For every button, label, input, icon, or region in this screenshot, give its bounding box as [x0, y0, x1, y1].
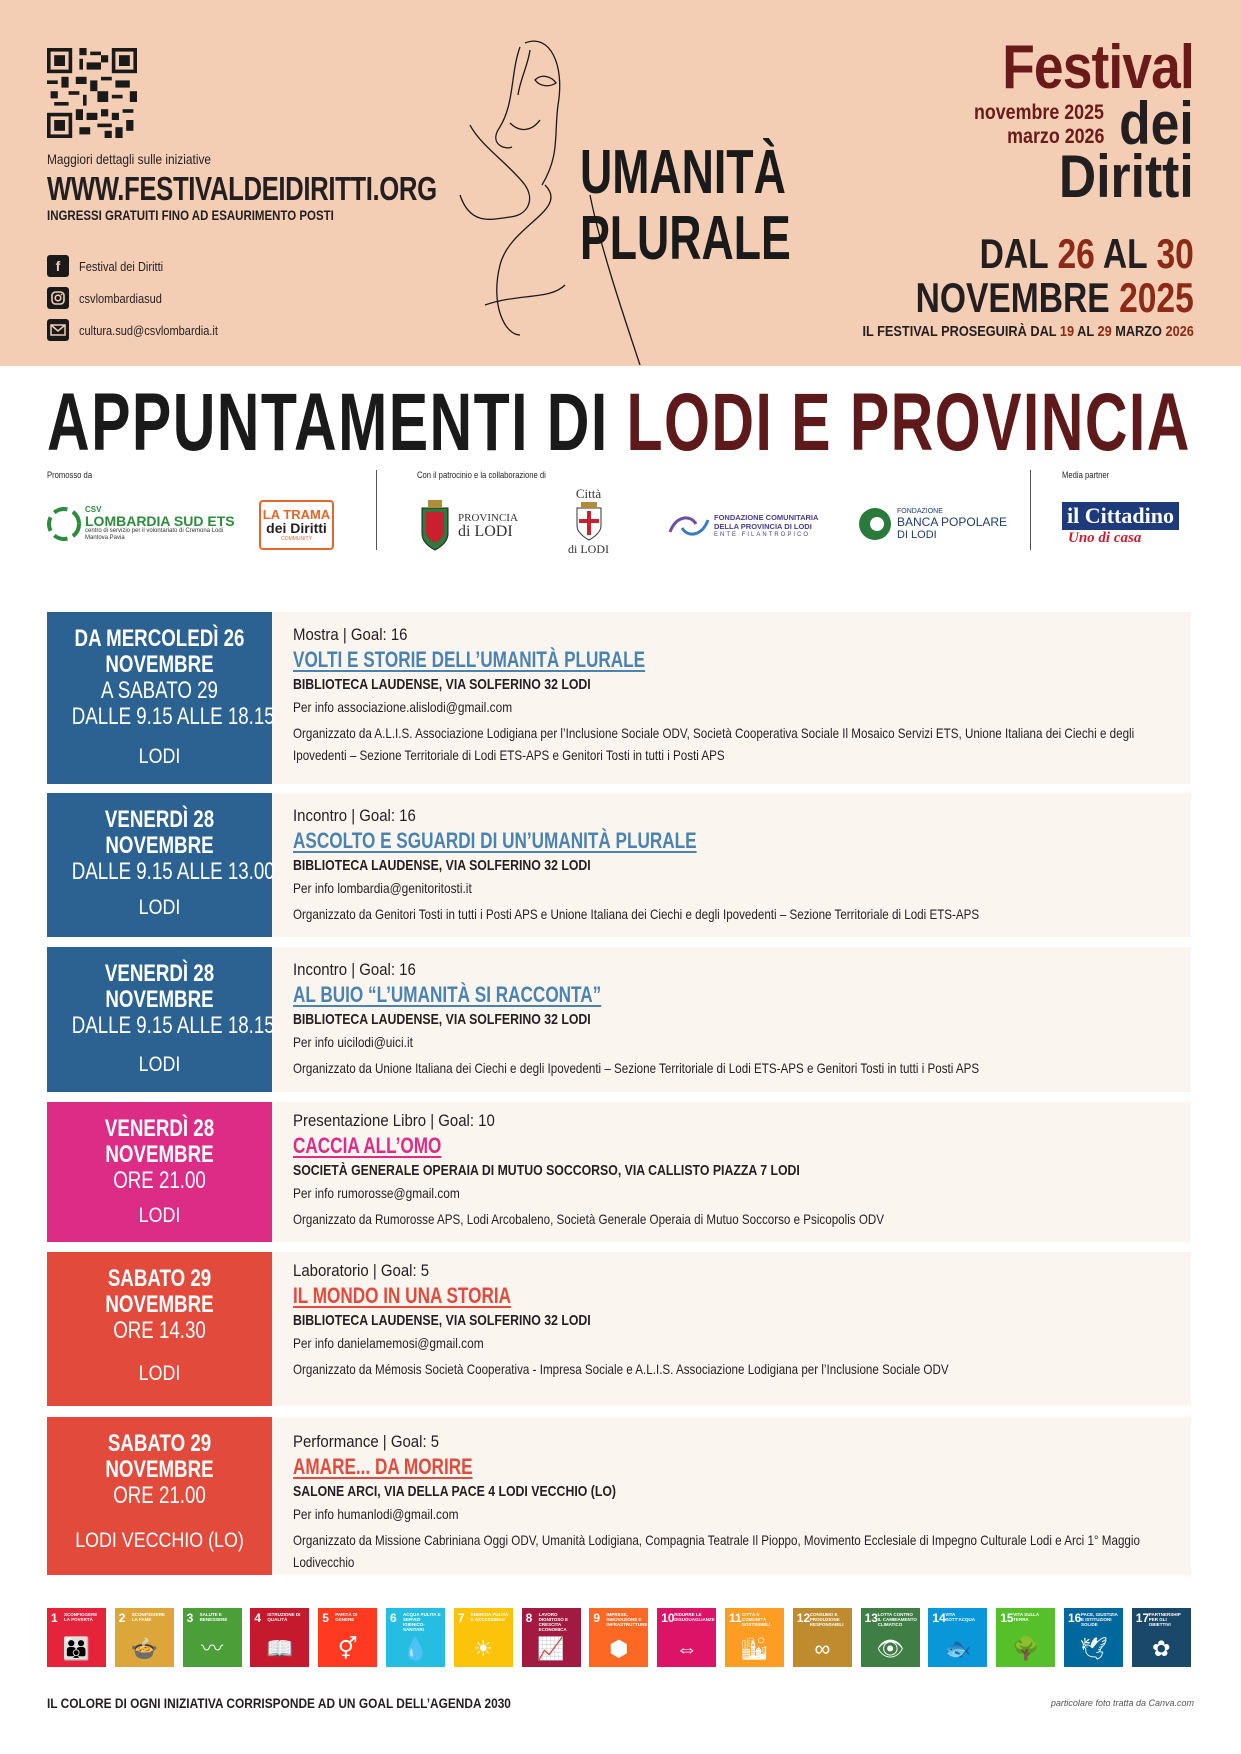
event-date-line: DA MERCOLEDÌ 26: [74, 625, 245, 652]
sdg-goal-13: [861, 1608, 920, 1667]
event-location: BIBLIOTECA LAUDENSE, VIA SOLFERINO 32 LODI: [293, 1011, 591, 1028]
website-link[interactable]: WWW.FESTIVALDEIDIRITTI.ORG: [47, 170, 437, 207]
sdg-goal-3: [183, 1608, 242, 1667]
event-type: Laboratorio | Goal: 5: [293, 1261, 430, 1280]
instagram-label: csvlombardiasud: [79, 290, 162, 306]
sdg-number: 9: [593, 1611, 601, 1625]
sdg-number: 1: [51, 1611, 58, 1625]
sdg-goal-16: [1064, 1608, 1123, 1667]
theme-line-2: PLURALE: [580, 204, 791, 273]
diritti-word: Diritti: [1059, 143, 1194, 210]
event-date-line: NOVEMBRE: [105, 1456, 214, 1483]
fondazione-comunitaria-logo[interactable]: [668, 510, 818, 542]
sdg-goal-15: [996, 1608, 1055, 1667]
event-title[interactable]: AMARE... DA MORIRE: [293, 1454, 473, 1479]
citta-line-2: di LODI: [568, 542, 609, 556]
event-date-box: [47, 1252, 272, 1406]
event-card[interactable]: [47, 947, 1191, 1092]
partner-divider: [376, 470, 377, 550]
event-date-box: [47, 1102, 272, 1242]
sdg-goal-8: [522, 1608, 581, 1667]
sdg-number: 16: [1068, 1611, 1082, 1625]
sdg-number: 13: [864, 1611, 878, 1625]
social-facebook[interactable]: [47, 255, 178, 277]
event-type: Performance | Goal: 5: [293, 1432, 440, 1451]
mail-icon: [47, 319, 69, 341]
sdg-label: ENERGIA PULITA E ACCESSIBILE: [470, 1612, 509, 1622]
event-type: Presentazione Libro | Goal: 10: [293, 1111, 495, 1130]
sdg-label: PACE, GIUSTIZIA E ISTITUZIONI SOLIDE: [1081, 1612, 1118, 1627]
trama-line-3: COMMUNITY: [281, 536, 312, 542]
event-body: [293, 1110, 1181, 1230]
info-label: Maggiori dettagli sulle iniziative: [47, 151, 212, 167]
dei-word: dei: [1119, 90, 1194, 157]
sdg-goal-2: [115, 1608, 174, 1667]
event-type: Mostra | Goal: 16: [293, 625, 408, 644]
sdg-label: SCONFIGGERE LA FAME: [131, 1612, 166, 1622]
theme-line-1: UMANITÀ: [580, 138, 786, 207]
provincia-line-2: di LODI: [458, 523, 513, 540]
csv-logo[interactable]: [47, 505, 235, 542]
fish-icon: 🐟: [944, 1636, 972, 1661]
event-title[interactable]: IL MONDO IN UNA STORIA: [293, 1283, 512, 1308]
sdg-label: CITTÀ E COMUNITÀ SOSTENIBILI: [742, 1612, 771, 1627]
event-date-line: SABATO 29: [107, 1265, 212, 1292]
city-icon: 🏙: [740, 1636, 769, 1661]
bpl-icon: [857, 506, 893, 542]
event-date-box: [47, 612, 275, 784]
sdg-label: PARTNERSHIP PER GLI OBIETTIVI: [1148, 1612, 1181, 1627]
qr-code-icon[interactable]: [47, 48, 137, 138]
heartbeat-icon: 〰: [201, 1636, 224, 1661]
event-organizers: Organizzato da Genitori Tosti in tutti i Posti APS e Unione Italiana dei Ciechi e degli Ipovedenti – Sezione Territoriale di Lodi ETS-APS: [293, 906, 980, 922]
water-icon: 💧: [401, 1636, 430, 1661]
dove-icon: 🕊: [1079, 1636, 1108, 1661]
event-title[interactable]: ASCOLTO E SGUARDI DI UN’UMANITÀ PLURALE: [293, 828, 697, 853]
provincia-lodi-logo[interactable]: [418, 498, 518, 554]
event-date-line: VENERDÌ 28: [104, 806, 215, 833]
trama-line-1: LA TRAMA: [262, 507, 331, 522]
event-type: Incontro | Goal: 16: [293, 960, 416, 979]
event-date-line: NOVEMBRE: [105, 986, 214, 1013]
facebook-icon: f: [47, 255, 69, 277]
sdg-label: CONSUMO E PRODUZIONE RESPONSABILI: [809, 1612, 844, 1627]
event-hours: ORE 14.30: [113, 1317, 206, 1344]
event-hours: ORE 21.00: [113, 1167, 206, 1194]
event-place: LODI: [138, 1362, 181, 1385]
family-icon: 👪: [62, 1636, 91, 1661]
footer-note: IL COLORE DI OGNI INIZIATIVA CORRISPONDE AD UN GOAL DELL’AGENDA 2030: [47, 1695, 511, 1711]
event-date-line: NOVEMBRE: [105, 1291, 214, 1318]
sdg-number: 2: [118, 1611, 126, 1625]
sdg-number: 14: [932, 1611, 946, 1625]
header-banner: [0, 0, 1241, 366]
promoted-label: Promosso da: [47, 470, 93, 480]
sdg-label: LOTTA CONTRO IL CAMBIAMENTO CLIMATICO: [877, 1612, 917, 1627]
patronage-label: Con il patrocinio e la collaborazione di: [417, 470, 546, 480]
citta-line-1: Città: [575, 486, 602, 501]
sdg-label: VITA SOTT'ACQUA: [945, 1612, 975, 1622]
sdg-number: 11: [729, 1611, 742, 1625]
sdg-goal-14: [928, 1608, 987, 1667]
sdg-goal-17: [1132, 1608, 1191, 1667]
citta-lodi-logo[interactable]: [568, 486, 609, 557]
event-title[interactable]: VOLTI E STORIE DELL’UMANITÀ PLURALE: [293, 647, 646, 672]
event-organizers: Organizzato da Rumorosse APS, Lodi Arcobaleno, Società Generale Operaia di Mutuo Soccorso e Psicopolis ODV: [293, 1211, 884, 1227]
edition-line-2: marzo 2026: [1006, 125, 1104, 148]
sdg-goal-11: [725, 1608, 784, 1667]
event-body: [293, 624, 1181, 766]
event-place: LODI: [138, 896, 181, 919]
event-location: SOCIETÀ GENERALE OPERAIA DI MUTUO SOCCORSO, VIA CALLISTO PIAZZA 7 LODI: [293, 1162, 800, 1179]
sdg-number: 17: [1135, 1611, 1150, 1625]
hands-icon: [668, 510, 710, 542]
event-organizers: Organizzato da Missione Cabriniana Oggi ODV, Umanità Lodigiana, Compagnia Teatrale Il Pioppo, Movimento Ecclesiale di Impegno Culturale Lodi e Arci 1° Maggio Lodivecchio: [293, 1532, 1140, 1570]
event-place: LODI: [138, 745, 181, 768]
gender-icon: ⚥: [337, 1636, 358, 1661]
event-card[interactable]: [47, 793, 1191, 937]
event-body: [293, 805, 1181, 925]
sdg-number: 4: [254, 1611, 262, 1625]
event-card[interactable]: [47, 1252, 1191, 1406]
event-organizers: Organizzato da Mémosis Società Cooperativa - Impresa Sociale e A.L.I.S. Associazione Lodigiana per l’Inclusione Sociale ODV: [293, 1361, 949, 1377]
event-info[interactable]: Per info associazione.alislodi@gmail.com: [293, 699, 513, 715]
event-info[interactable]: Per info rumorosse@gmail.com: [293, 1185, 460, 1201]
event-info[interactable]: Per info uicilodi@uici.it: [293, 1034, 413, 1050]
festival-word: Festival: [1002, 33, 1194, 102]
theme-title: [580, 140, 791, 272]
sdg-label: RIDURRE LE DISUGUAGLIANZE: [674, 1612, 715, 1622]
event-place: LODI: [138, 1053, 181, 1076]
facebook-label: Festival dei Diritti: [79, 258, 164, 274]
fondazione-line-2: DELLA PROVINCIA DI LODI: [714, 521, 812, 531]
festival-continuation: IL FESTIVAL PROSEGUIRÀ DAL 19 AL 29 MARZO 2026: [862, 323, 1194, 340]
sdg-label: SALUTE E BENESSERE: [199, 1612, 228, 1622]
csv-prefix: CSV: [85, 505, 102, 514]
event-date-line: NOVEMBRE: [105, 1141, 214, 1168]
event-hours: DALLE 9.15 ALLE 18.15: [71, 703, 275, 730]
sdg-goal-7: [454, 1608, 513, 1667]
sdg-label: SCONFIGGERE LA POVERTÀ: [64, 1612, 98, 1622]
sdg-label: LAVORO DIGNITOSO E CRESCITA ECONOMICA: [538, 1612, 569, 1632]
title-part-1: APPUNTAMENTI DI: [47, 377, 609, 468]
event-location: BIBLIOTECA LAUDENSE, VIA SOLFERINO 32 LODI: [293, 857, 591, 874]
event-hours: ORE 21.00: [113, 1482, 206, 1509]
partner-divider: [1030, 470, 1031, 550]
cittadino-line-1: il Cittadino: [1062, 502, 1179, 530]
sdg-label: VITA SULLA TERRA: [1013, 1612, 1040, 1622]
event-type: Incontro | Goal: 16: [293, 806, 416, 825]
title-part-2: LODI E PROVINCIA: [626, 377, 1191, 468]
bowl-icon: 🍲: [130, 1636, 158, 1661]
sdg-number: 3: [186, 1611, 194, 1625]
event-date-line: VENERDÌ 28: [104, 960, 215, 987]
trama-line-2: dei Diritti: [266, 520, 327, 536]
event-location: BIBLIOTECA LAUDENSE, VIA SOLFERINO 32 LODI: [293, 676, 591, 693]
eye-icon: 👁: [876, 1636, 905, 1661]
event-date-line: NOVEMBRE: [105, 832, 214, 859]
coat-of-arms-icon: [418, 498, 452, 554]
event-card[interactable]: [47, 1102, 1191, 1242]
event-place: LODI: [138, 1204, 181, 1227]
city-shield-icon: [574, 502, 604, 542]
sdg-number: 6: [390, 1611, 397, 1625]
sun-icon: ☀: [473, 1636, 494, 1661]
event-place: LODI VECCHIO (LO): [75, 1529, 244, 1552]
instagram-icon: [47, 287, 69, 309]
event-location: BIBLIOTECA LAUDENSE, VIA SOLFERINO 32 LODI: [293, 1312, 591, 1329]
cubes-icon: ⬢: [609, 1636, 629, 1661]
festival-dates: DAL 26 AL 30 NOVEMBRE 2025: [915, 230, 1194, 321]
tree-icon: 🌳: [1011, 1636, 1040, 1661]
csv-icon: [47, 507, 81, 541]
event-card[interactable]: [47, 612, 1191, 784]
sdg-number: 10: [661, 1611, 675, 1625]
social-instagram[interactable]: [47, 287, 177, 309]
event-body: [293, 1431, 1181, 1573]
event-info[interactable]: Per info danielamemosi@gmail.com: [293, 1335, 484, 1351]
event-date-line: VENERDÌ 28: [104, 1115, 215, 1142]
bpl-line-1: FONDAZIONE: [897, 508, 943, 515]
la-trama-logo[interactable]: [259, 500, 334, 550]
csv-name: LOMBARDIA SUD ETS: [85, 513, 235, 529]
flower-icon: ✿: [1152, 1636, 1171, 1661]
provincia-line-1: PROVINCIA: [458, 512, 518, 524]
fondazione-line-3: ENTE FILANTROPICO: [714, 531, 811, 538]
event-location: SALONE ARCI, VIA DELLA PACE 4 LODI VECCHIO (LO): [293, 1483, 617, 1500]
event-card[interactable]: [47, 1417, 1191, 1575]
sdg-goal-12: [793, 1608, 852, 1667]
book-icon: 📖: [266, 1636, 294, 1661]
sdg-goal-5: [318, 1608, 377, 1667]
page-title: [47, 378, 1191, 468]
infinity-icon: ∞: [814, 1636, 831, 1661]
event-date-box: [47, 947, 275, 1092]
event-body: [293, 1260, 1181, 1380]
event-date-box: [47, 793, 275, 937]
sdg-label: PARITÀ DI GENERE: [335, 1612, 358, 1622]
event-hours: DALLE 9.15 ALLE 18.15: [71, 1012, 275, 1039]
event-date-line: NOVEMBRE: [105, 651, 214, 678]
event-date-line: A SABATO 29: [101, 677, 218, 704]
fondazione-line-1: FONDAZIONE COMUNITARIA: [714, 512, 819, 522]
event-info[interactable]: Per info lombardia@genitoritosti.it: [293, 880, 472, 896]
event-organizers: Organizzato da Unione Italiana dei Ciechi e degli Ipovedenti – Sezione Territoriale di Lodi ETS-APS e Genitori Tosti in tutti i Posti APS: [293, 1060, 980, 1076]
sdg-goal-6: [386, 1608, 445, 1667]
free-entry-note: INGRESSI GRATUITI FINO AD ESAURIMENTO POSTI: [47, 207, 334, 223]
mail-label: cultura.sud@csvlombardia.it: [79, 322, 218, 338]
fondazione-bpl-logo[interactable]: [857, 506, 1007, 542]
sdg-number: 5: [322, 1611, 329, 1625]
event-organizers: Organizzato da A.L.I.S. Associazione Lodigiana per l’Inclusione Sociale ODV, Società Cooperativa Sociale Il Mosaico Servizi ETS, Unione Italiana dei Ciechi e degli Ipovedenti – Sezione Territoriale di Lodi ETS-APS e Genitori Tosti in tutti i Posti APS: [293, 725, 1135, 763]
event-title[interactable]: AL BUIO “L’UMANITÀ SI RACCONTA”: [293, 982, 602, 1007]
event-title[interactable]: CACCIA ALL’OMO: [293, 1133, 442, 1158]
sdg-goal-1: [47, 1608, 106, 1667]
csv-sub: centro di servizio per il volontariato di Cremona Lodi Mantova Pavia: [85, 528, 224, 541]
media-label: Media partner: [1062, 470, 1110, 480]
bpl-line-2: BANCA POPOLARE: [897, 515, 1008, 529]
sdg-goal-4: [250, 1608, 309, 1667]
sdg-goal-9: [589, 1608, 648, 1667]
il-cittadino-logo[interactable]: [1062, 502, 1179, 547]
sdg-label: ACQUA PULITA E SERVIZI IGIENICO-SANITARI: [403, 1612, 441, 1632]
sdg-number: 8: [525, 1611, 533, 1625]
cittadino-line-2: Uno di casa: [1068, 530, 1142, 546]
edition-line-1: novembre 2025: [974, 101, 1104, 124]
sdg-number: 15: [1000, 1611, 1014, 1625]
social-mail[interactable]: [47, 319, 242, 341]
event-date-box: [47, 1417, 272, 1575]
sdg-label: IMPRESE, INNOVAZIONE E INFRASTRUTTURE: [606, 1612, 648, 1627]
bpl-line-3: DI LODI: [897, 529, 937, 541]
event-date-line: SABATO 29: [107, 1430, 212, 1457]
equality-icon: ⇔: [675, 1636, 698, 1661]
event-body: [293, 959, 1181, 1079]
photo-credit: particolare foto tratta da Canva.com: [1050, 1698, 1194, 1708]
sdg-goal-10: [657, 1608, 716, 1667]
sdg-number: 12: [796, 1611, 811, 1625]
event-hours: DALLE 9.15 ALLE 13.00: [71, 858, 275, 885]
sdg-label: ISTRUZIONE DI QUALITÀ: [267, 1612, 301, 1622]
growth-icon: 📈: [537, 1636, 565, 1661]
event-info[interactable]: Per info humanlodi@gmail.com: [293, 1506, 459, 1522]
sdg-number: 7: [457, 1611, 465, 1625]
